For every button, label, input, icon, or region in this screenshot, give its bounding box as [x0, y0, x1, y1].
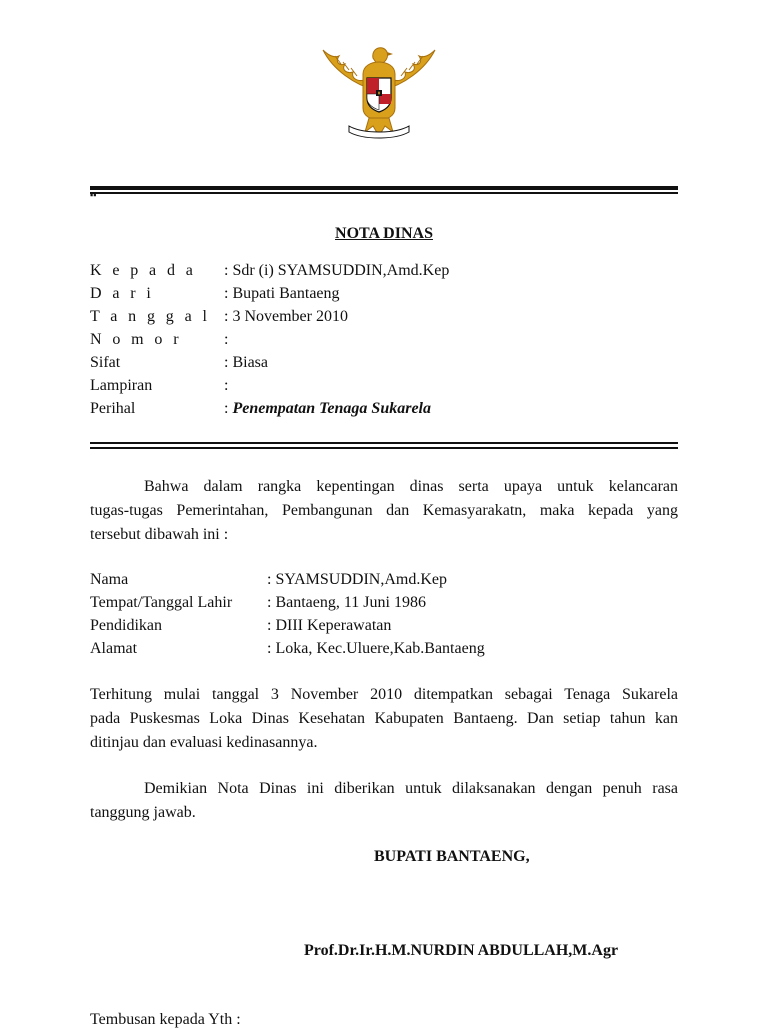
section-double-rule: [90, 442, 678, 451]
garuda-emblem-icon: [315, 40, 443, 140]
copy-to-label: Tembusan kepada Yth :: [90, 1011, 241, 1028]
closing-paragraph: [90, 777, 678, 825]
paragraph-line: tugas-tugas Pemerintahan, Pembangunan dan Kemasyarakatn, maka kepada yang: [90, 502, 678, 519]
header-value: : Sdr (i) SYAMSUDDIN,Amd.Kep: [224, 262, 450, 279]
section-rule-line: [90, 447, 678, 449]
person-label: Tempat/Tanggal Lahir: [90, 594, 233, 611]
garuda-pancasila-emblem: [315, 40, 443, 140]
header-value: :: [224, 377, 229, 394]
perihal-subject: Penempatan Tenaga Sukarela: [232, 400, 431, 417]
header-value: : Biasa: [224, 354, 268, 371]
header-label: Perihal: [90, 400, 136, 417]
intro-paragraph: [90, 475, 678, 547]
header-value: : 3 November 2010: [224, 308, 348, 325]
header-rule-thin: [90, 192, 678, 194]
person-label: Nama: [90, 571, 129, 588]
person-label: Alamat: [90, 640, 138, 657]
person-value: : DIII Keperawatan: [267, 617, 392, 634]
section-rule-line: [90, 442, 678, 444]
person-value: : Bantaeng, 11 Juni 1986: [267, 594, 426, 611]
letter-mark: ▪▪: [90, 190, 97, 200]
header-label: Lampiran: [90, 377, 153, 394]
header-colon: :: [224, 400, 233, 417]
header-label: N o m o r: [90, 331, 182, 348]
header-value: : Bupati Bantaeng: [224, 285, 340, 302]
paragraph-line: ditinjau dan evaluasi kedinasannya.: [90, 734, 318, 751]
person-label: Pendidikan: [90, 617, 162, 634]
signature-title: BUPATI BANTAENG,: [374, 848, 530, 865]
paragraph-line: tersebut dibawah ini :: [90, 526, 229, 543]
body-paragraph: [90, 683, 678, 755]
paragraph-line: Terhitung mulai tanggal 3 November 2010 ditempatkan sebagai Tenaga Sukarela: [90, 686, 678, 703]
header-value: [224, 397, 431, 420]
paragraph-text: Demikian Nota Dinas ini diberikan untuk dilaksanakan dengan penuh rasa: [144, 780, 678, 797]
paragraph-text: Bahwa dalam rangka kepentingan dinas serta upaya untuk kelancaran: [144, 478, 678, 495]
person-value: : SYAMSUDDIN,Amd.Kep: [267, 571, 448, 588]
header-label: Sifat: [90, 354, 121, 371]
header-label: K e p a d a: [90, 262, 197, 279]
header-double-rule: [90, 186, 678, 195]
paragraph-line: [90, 475, 678, 499]
paragraph-line: pada Puskesmas Loka Dinas Kesehatan Kabupaten Bantaeng. Dan setiap tahun kan: [90, 710, 678, 727]
header-rule-thick: [90, 186, 678, 190]
paragraph-line: [90, 777, 678, 801]
document-title: NOTA DINAS: [335, 225, 433, 242]
header-label: T a n g g a l: [90, 308, 211, 325]
header-label: D a r i: [90, 285, 155, 302]
header-value: :: [224, 331, 229, 348]
signature-name: Prof.Dr.Ir.H.M.NURDIN ABDULLAH,M.Agr: [304, 942, 619, 959]
person-value: : Loka, Kec.Uluere,Kab.Bantaeng: [267, 640, 485, 657]
paragraph-line: tanggung jawab.: [90, 804, 196, 821]
